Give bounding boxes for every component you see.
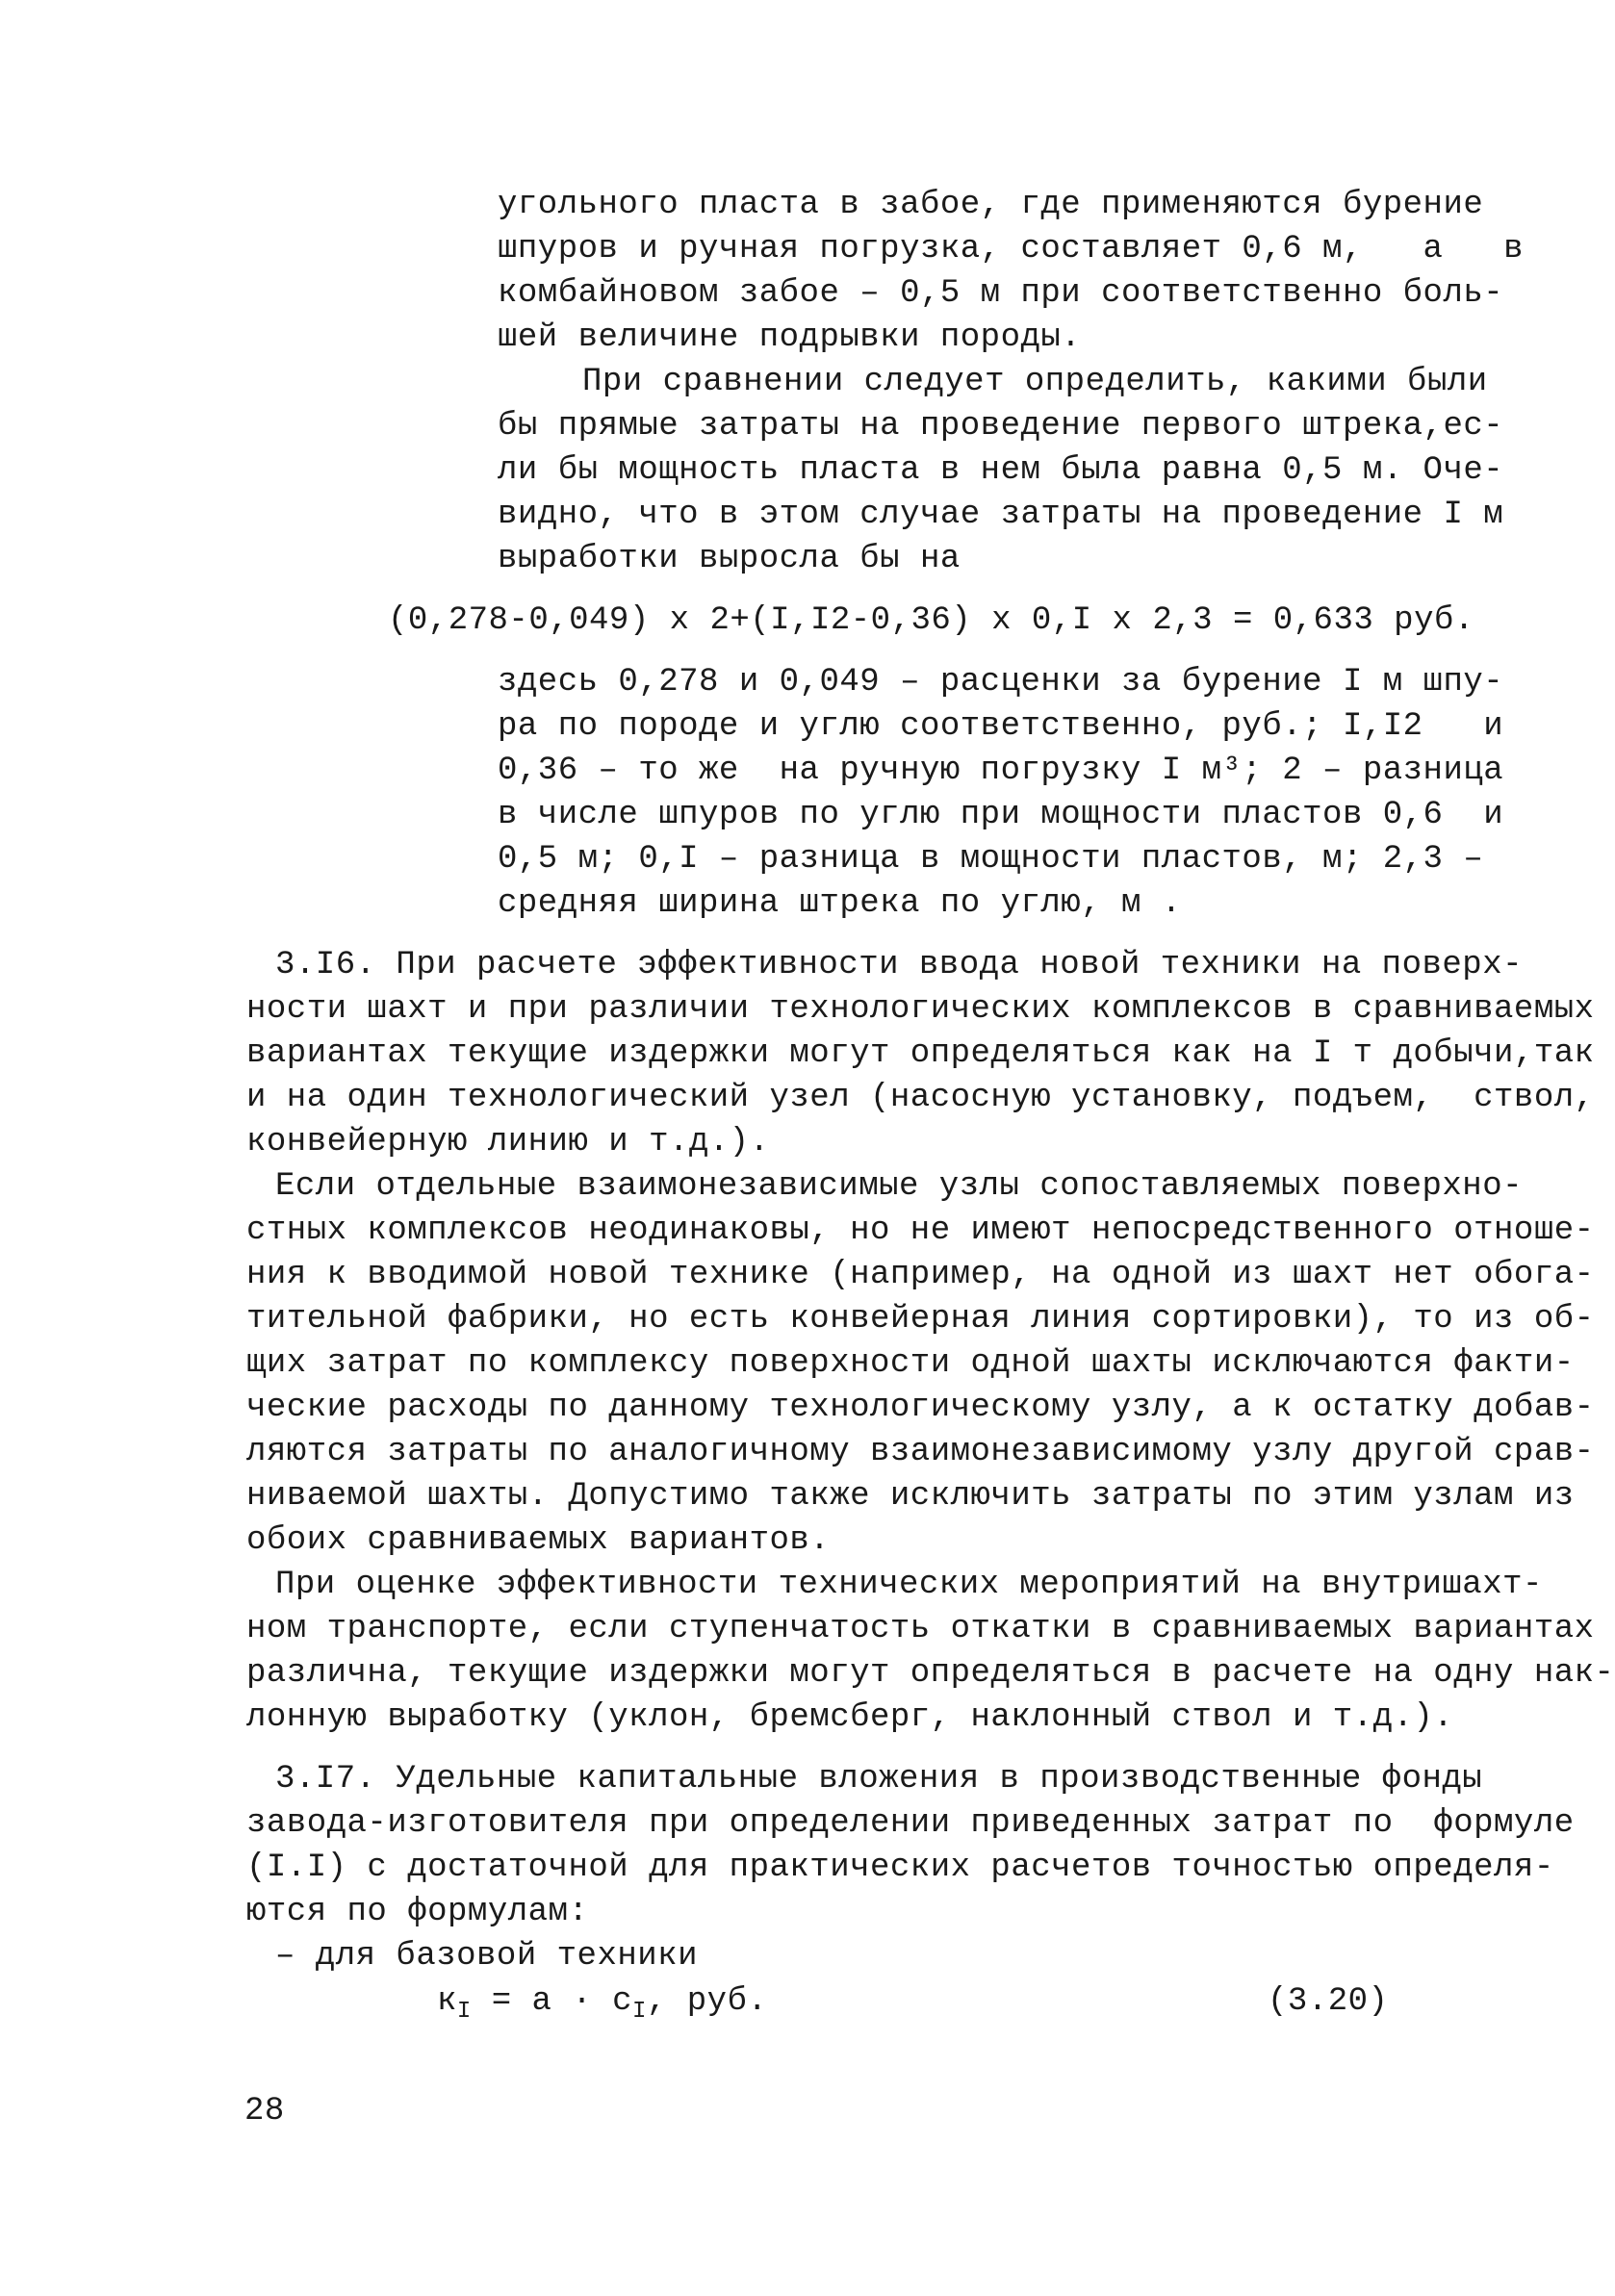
section-3-17-heading-line: 3.I7. Удельные капитальные вложения в производственные фонды <box>275 1761 1483 1798</box>
text-line: различна, текущие издержки могут определяться в расчете на одну нак- <box>246 1655 1615 1692</box>
text-line: здесь 0,278 и 0,049 – расценки за бурение I м шпу- <box>498 664 1504 701</box>
formula-k-symbol: к <box>437 1983 457 2020</box>
text-line: видно, что в этом случае затраты на проведение I м <box>498 497 1504 533</box>
text-line: угольного пласта в забое, где применяются бурение <box>498 187 1484 223</box>
text-line: вариантах текущие издержки могут определяться как на I т добычи,так <box>246 1035 1595 1072</box>
formula-k-subscript: I <box>456 1999 472 2025</box>
text-line: лонную выработку (уклон, бремсберг, наклонный ствол и т.д.). <box>246 1699 1454 1736</box>
formula-k1 <box>437 1979 767 2034</box>
text-line: бы прямые затраты на проведение первого штрека,ес- <box>498 408 1504 445</box>
list-item: – для базовой техники <box>275 1938 698 1975</box>
formula-k-tail: , руб. <box>646 1983 768 2020</box>
text-line: конвейерную линию и т.д.). <box>246 1124 770 1161</box>
section-3-16-heading-line: 3.I6. При расчете эффективности ввода новой техники на поверх- <box>275 947 1524 983</box>
text-line: выработки выросла бы на <box>498 541 961 577</box>
text-line: шпуров и ручная погрузка, составляет 0,6 м, а в <box>498 231 1525 268</box>
formula-c-subscript: I <box>632 1999 647 2025</box>
formula-k-middle: = а · с <box>471 1983 633 2020</box>
text-line: ются по формулам: <box>246 1894 589 1930</box>
text-line: обоих сравниваемых вариантов. <box>246 1522 831 1559</box>
paragraph-first-line: При оценке эффективности технических мероприятий на внутришахт- <box>275 1567 1543 1603</box>
paragraph-first-line: Если отдельные взаимонезависимые узлы сопоставляемых поверхно- <box>275 1168 1524 1205</box>
text-line: завода-изготовителя при определении приведенных затрат по формуле <box>246 1805 1575 1842</box>
text-line: средняя ширина штрека по углю, м . <box>498 885 1182 922</box>
equation-number: (3.20) <box>1268 1983 1389 2020</box>
text-line: тительной фабрики, но есть конвейерная линия сортировки), то из об- <box>246 1301 1595 1338</box>
text-line: и на один технологический узел (насосную установку, подъем, ствол, <box>246 1080 1595 1116</box>
text-line: в числе шпуров по углю при мощности пластов 0,6 и <box>498 797 1504 833</box>
text-line: ном транспорте, если ступенчатость откатки в сравниваемых вариантах <box>246 1611 1595 1647</box>
formula-main: (0,278-0,049) х 2+(I,I2-0,36) х 0,I х 2,3 = 0,633 руб. <box>388 602 1474 639</box>
text-line: 0,5 м; 0,I – разница в мощности пластов, м; 2,3 – <box>498 841 1484 878</box>
text-line: (I.I) с достаточной для практических расчетов точностью определя- <box>246 1850 1554 1886</box>
text-line: шей величине подрывки породы. <box>498 319 1082 356</box>
text-line: ности шахт и при различии технологических комплексов в сравниваемых <box>246 991 1595 1028</box>
text-line: ляются затраты по аналогичному взаимонезависимому узлу другой срав- <box>246 1434 1595 1470</box>
paragraph-first-line: При сравнении следует определить, какими были <box>582 364 1488 400</box>
text-line: комбайновом забое – 0,5 м при соответственно боль- <box>498 275 1504 312</box>
text-line: ния к вводимой новой технике (например, на одной из шахт нет обога- <box>246 1257 1595 1293</box>
text-line: 0,36 – то же на ручную погрузку I м³; 2 – разница <box>498 753 1504 789</box>
text-line: ниваемой шахты. Допустимо также исключить затраты по этим узлам из <box>246 1478 1575 1515</box>
text-line: щих затрат по комплексу поверхности одной шахты исключаются факти- <box>246 1345 1575 1382</box>
text-line: ческие расходы по данному технологическому узлу, а к остатку добав- <box>246 1390 1595 1426</box>
text-line: ра по породе и углю соответственно, руб.; I,I2 и <box>498 708 1504 745</box>
page-number: 28 <box>244 2093 285 2130</box>
text-line: ли бы мощность пласта в нем была равна 0,5 м. Оче- <box>498 452 1504 489</box>
text-line: стных комплексов неодинаковы, но не имеют непосредственного отноше- <box>246 1212 1595 1249</box>
